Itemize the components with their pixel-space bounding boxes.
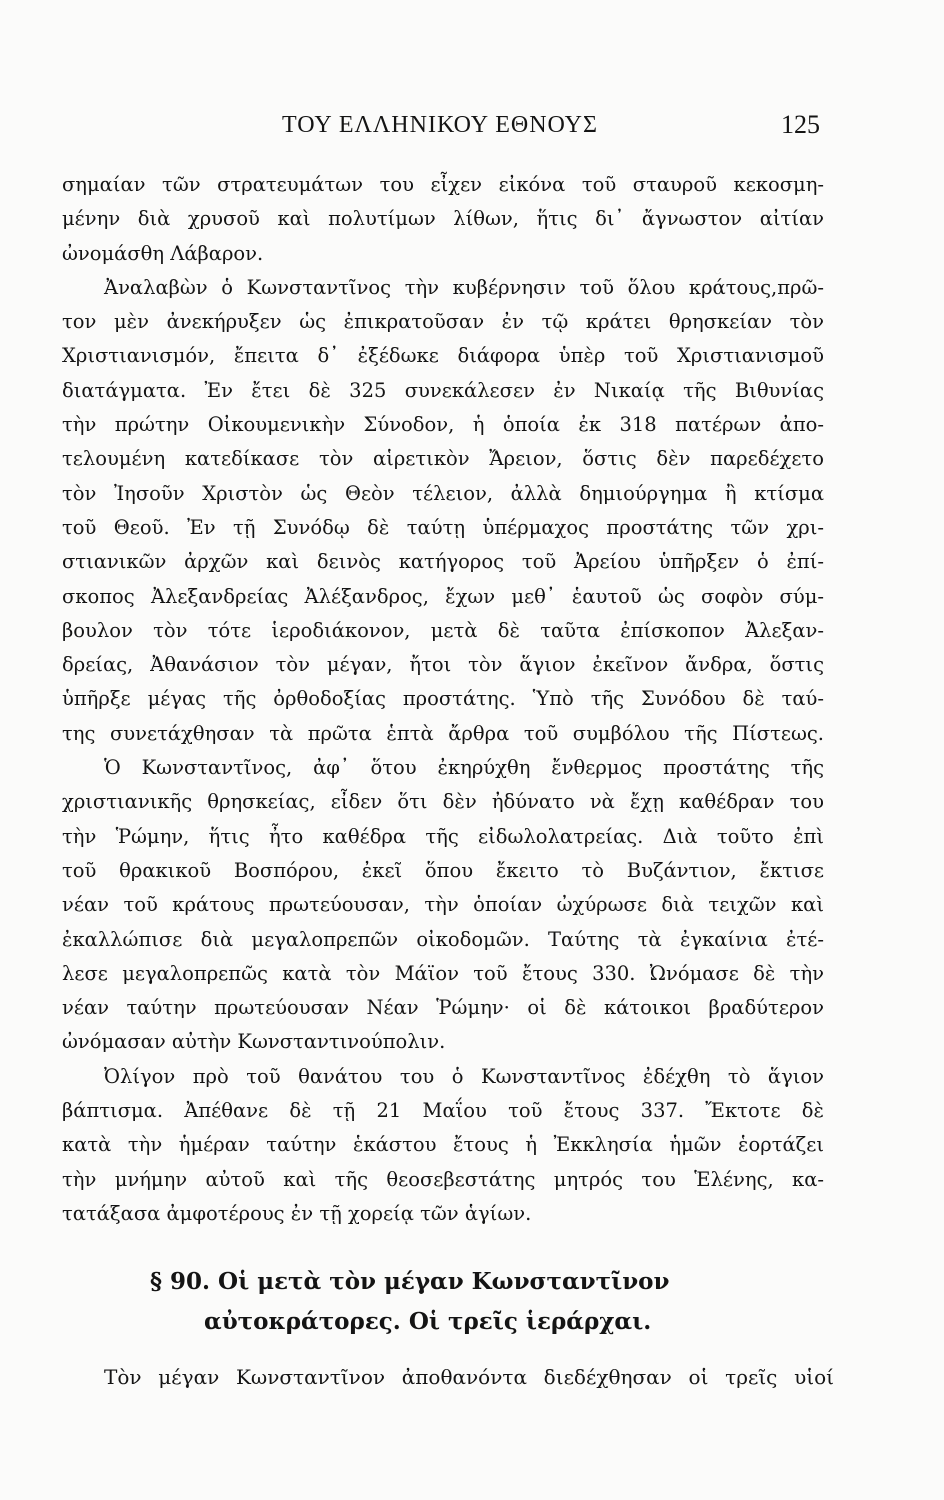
text-line: τὸν Ἰησοῦν Χριστὸν ὡς Θεὸν τέλειον, ἀλλὰ δημιούργημα ἢ κτίσμα [62, 481, 824, 505]
text-line: κατὰ τὴν ἡμέραν ταύτην ἑκάστου ἔτους ἡ Ἐκκλησία ἡμῶν ἑορτάζει [62, 1133, 824, 1157]
paragraph-start-line: Ἀναλαβὼν ὁ Κωνσταντῖνος τὴν κυβέρνησιν τοῦ ὅλου κράτους,πρῶ- [104, 275, 824, 299]
text-line: βάπτισμα. Ἀπέθανε δὲ τῇ 21 Μαΐου τοῦ ἔτους 337. Ἔκτοτε δὲ [62, 1099, 824, 1123]
text-line: τελουμένη κατεδίκασε τὸν αἱρετικὸν Ἄρειον, ὅστις δὲν παρεδέχετο [62, 447, 824, 471]
text-line: τοῦ Θεοῦ. Ἐν τῇ Συνόδῳ δὲ ταύτῃ ὑπέρμαχος προστάτης τῶν χρι- [62, 515, 824, 539]
paragraph-start-line: Ὁ Κωνσταντῖνος, ἀφ᾽ ὅτου ἐκηρύχθη ἔνθερμος προστάτης τῆς [104, 756, 824, 780]
text-line: βουλον τὸν τότε ἱεροδιάκονον, μετὰ δὲ ταῦτα ἐπίσκοπον Ἀλεξαν- [62, 618, 824, 642]
text-line: διατάγματα. Ἐν ἔτει δὲ 325 συνεκάλεσεν ἐν Νικαίᾳ τῆς Βιθυνίας [62, 378, 824, 402]
paragraph-start-line: Ὀλίγον πρὸ τοῦ θανάτου του ὁ Κωνσταντῖνος ἐδέχθη τὸ ἅγιον [104, 1064, 824, 1088]
text-line: τὴν Ῥώμην, ἥτις ἦτο καθέδρα τῆς εἰδωλολατρείας. Διὰ τοῦτο ἐπὶ [62, 824, 824, 848]
text-line: της συνετάχθησαν τὰ πρῶτα ἑπτὰ ἄρθρα τοῦ συμβόλου τῆς Πίστεως. [62, 721, 824, 745]
text-line: σημαίαν τῶν στρατευμάτων του εἶχεν εἰκόνα τοῦ σταυροῦ κεκοσμη- [62, 173, 824, 196]
text-line: τατάξασα ἀμφοτέρους ἐν τῇ χορείᾳ τῶν ἁγίων. [62, 1201, 532, 1225]
body-text [62, 168, 824, 1231]
text-line: ὑπῆρξε μέγας τῆς ὀρθοδοξίας προστάτης. Ὑπὸ τῆς Συνόδου δὲ ταύ- [62, 687, 824, 711]
page-number: 125 [781, 110, 820, 139]
text-line: νέαν τοῦ κράτους πρωτεύουσαν, τὴν ὁποίαν ὠχύρωσε διὰ τειχῶν καὶ [62, 893, 824, 917]
text-line: τὴν μνήμην αὐτοῦ καὶ τῆς θεοσεβεστάτης μητρός του Ἑλένης, κα- [62, 1167, 824, 1191]
text-line: στιανικῶν ἀρχῶν καὶ δεινὸς κατήγορος τοῦ Ἀρείου ὑπῆρξεν ὁ ἐπί- [62, 550, 824, 574]
text-line: τοῦ θρακικοῦ Βοσπόρου, ἐκεῖ ὅπου ἔκειτο τὸ Βυζάντιον, ἔκτισε [62, 858, 824, 882]
text-line: ὠνομάσθη Λάβαρον. [62, 241, 264, 265]
text-line: μένην διὰ χρυσοῦ καὶ πολυτίμων λίθων, ἥτις δι᾽ ἄγνωστον αἰτίαν [62, 207, 824, 231]
text-line: δρείας, Ἀθανάσιον τὸν μέγαν, ἤτοι τὸν ἅγιον ἐκεῖνον ἄνδρα, ὅστις [62, 653, 824, 677]
text-line: ἐκαλλώπισε διὰ μεγαλοπρεπῶν οἰκοδομῶν. Ταύτης τὰ ἐγκαίνια ἐτέ- [62, 927, 824, 951]
text-line: χριστιανικῆς θρησκείας, εἶδεν ὅτι δὲν ἠδύνατο νὰ ἔχῃ καθέδραν του [62, 790, 824, 814]
text-line: σκοπος Ἀλεξανδρείας Ἀλέξανδρος, ἔχων μεθ᾽ ἑαυτοῦ ὡς σοφὸν σύμ- [62, 584, 824, 608]
text-line: τον μὲν ἀνεκήρυξεν ὡς ἐπικρατοῦσαν ἐν τῷ κράτει θρησκείαν τὸν [62, 310, 824, 334]
section-heading-line-2: αὐτοκράτορες. Οἱ τρεῖς ἱεράρχαι. [204, 1308, 652, 1335]
text-line: ὠνόμασαν αὐτὴν Κωνσταντινούπολιν. [62, 1030, 446, 1054]
running-head [60, 108, 820, 148]
text-line: Χριστιανισμόν, ἔπειτα δ᾽ ἐξέδωκε διάφορα ὑπὲρ τοῦ Χριστιανισμοῦ [62, 344, 824, 368]
text-line: λεσε μεγαλοπρεπῶς κατὰ τὸν Μάϊον τοῦ ἔτους 330. Ὠνόμασε δὲ τὴν [62, 961, 824, 985]
text-line: τὴν πρώτην Οἰκουμενικὴν Σύνοδον, ἡ ὁποία ἐκ 318 πατέρων ἀπο- [62, 413, 824, 437]
section-heading-line-1: § 90. Οἱ μετὰ τὸν μέγαν Κωνσταντῖνον [150, 1268, 670, 1295]
closing-line: Τὸν μέγαν Κωνσταντῖνον ἀποθανόντα διεδέχθησαν οἱ τρεῖς υἱοί [104, 1365, 834, 1389]
section-heading [150, 1262, 790, 1342]
text-line: νέαν ταύτην πρωτεύουσαν Νέαν Ῥώμην· οἱ δὲ κάτοικοι βραδύτερον [62, 996, 824, 1020]
running-title: ΤΟΥ ΕΛΛΗΝΙΚΟΥ ΕΘΝΟΥΣ [282, 112, 598, 138]
